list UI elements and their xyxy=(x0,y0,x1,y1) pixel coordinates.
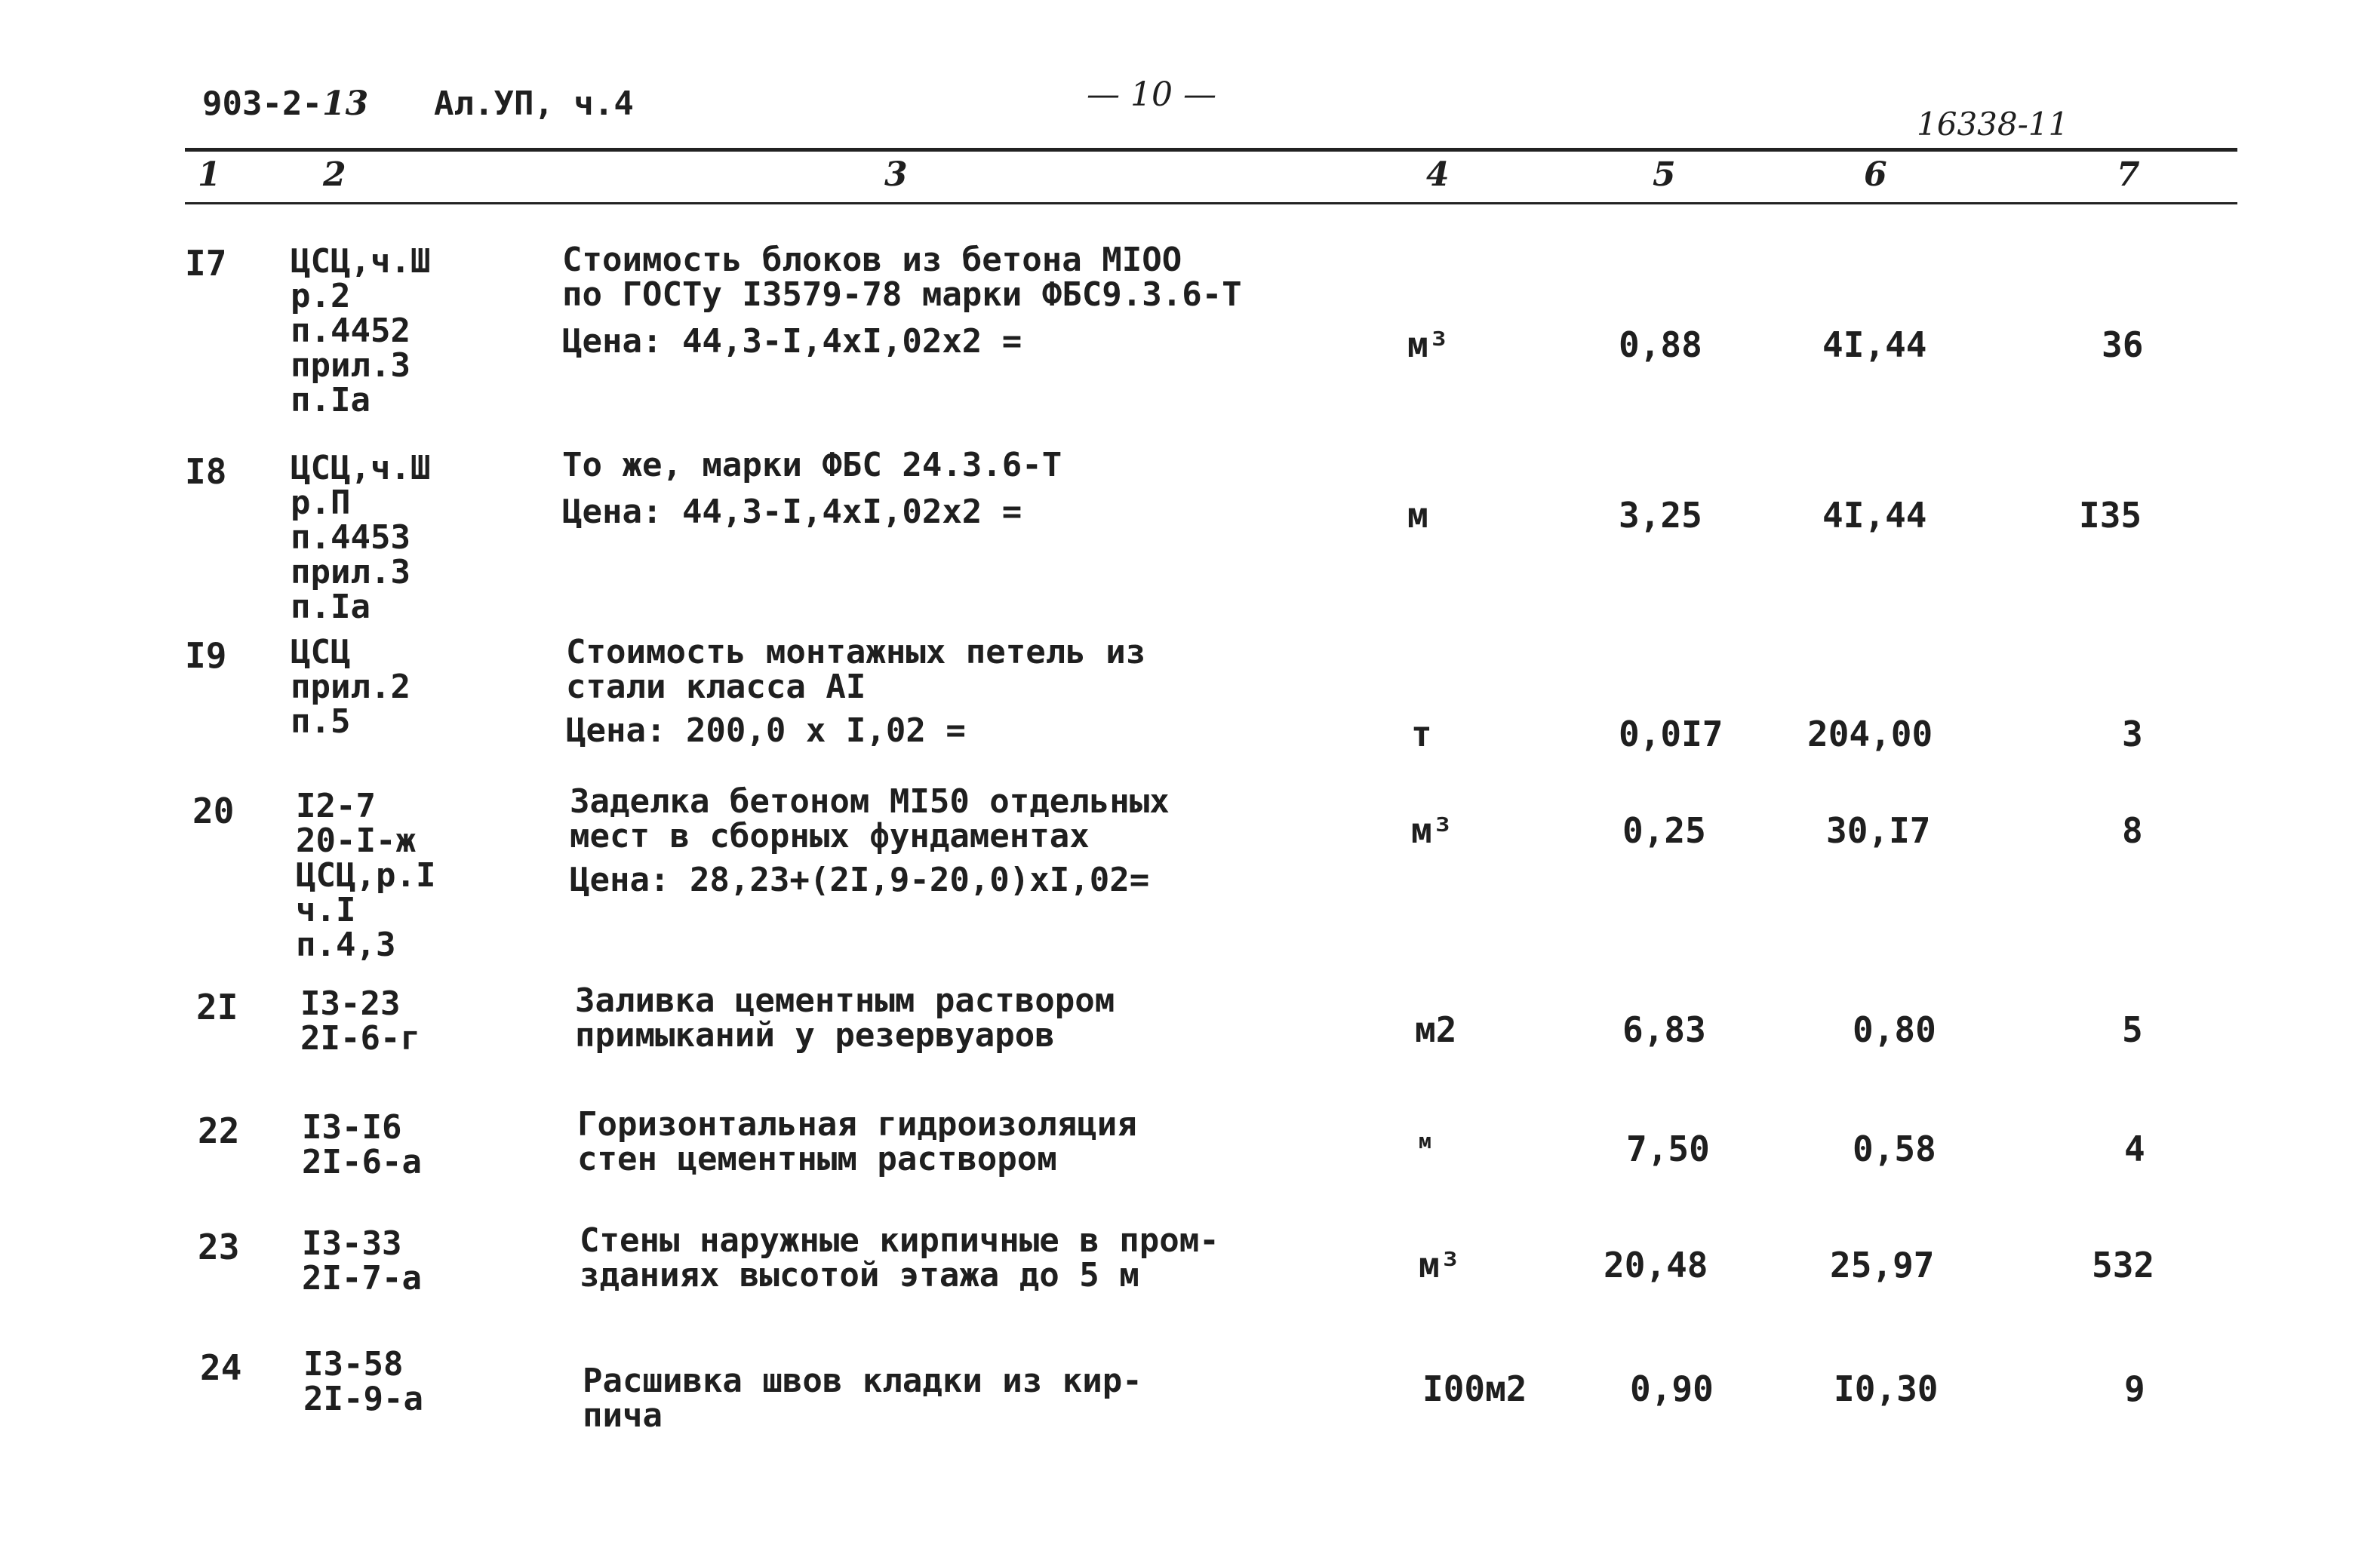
reference-line: р.2 xyxy=(291,277,351,315)
quantity-cell: 3,25 xyxy=(1619,495,1702,536)
reference-cell xyxy=(302,1110,422,1180)
column-number: 4 xyxy=(1426,155,1450,194)
description-cell xyxy=(566,635,1145,705)
unit-cost-cell: 204,00 xyxy=(1807,714,1933,754)
total-cell: I35 xyxy=(2079,495,2142,536)
description-line: То же, марки ФБС 24.3.6-Т xyxy=(562,446,1062,484)
column-number: 3 xyxy=(884,155,908,194)
header-rule xyxy=(185,202,2237,204)
unit-cost-cell: 30,I7 xyxy=(1826,810,1931,851)
reference-line: п.5 xyxy=(291,702,351,741)
unit-cell: м2 xyxy=(1415,1009,1457,1050)
total-cell: 36 xyxy=(2102,324,2144,365)
reference-line: р.П xyxy=(291,484,351,522)
row-number: I9 xyxy=(185,635,227,676)
document-code-suffix: 13 xyxy=(321,84,369,123)
reference-cell xyxy=(291,635,411,739)
reference-cell xyxy=(291,451,430,625)
description-cell xyxy=(562,243,1242,312)
description-line: Расшивка швов кладки из кир- xyxy=(583,1362,1142,1400)
total-cell: 4 xyxy=(2124,1129,2145,1169)
description-line: Стоимость монтажных петель из xyxy=(566,633,1146,671)
row-number: 2I xyxy=(196,987,238,1027)
unit-cell: м³ xyxy=(1419,1245,1461,1285)
reference-line: п.4453 xyxy=(291,518,411,557)
reference-cell xyxy=(302,1224,422,1298)
column-number: 2 xyxy=(323,155,346,194)
total-cell: 3 xyxy=(2122,714,2143,754)
unit-cost-cell: 4I,44 xyxy=(1822,324,1927,365)
row-number: 24 xyxy=(200,1347,242,1388)
description-line: примыканий у резервуаров xyxy=(575,1016,1055,1055)
document-code-prefix: 903-2- xyxy=(202,84,322,123)
description-cell xyxy=(562,448,1062,483)
price-formula: Цена: 44,3-I,4хI,02х2 = xyxy=(562,322,1022,361)
quantity-cell: 0,0I7 xyxy=(1619,714,1724,754)
reference-line: I3-I6 xyxy=(302,1108,402,1147)
description-line: по ГОСТу I3579-78 марки ФБС9.3.6-Т xyxy=(562,275,1242,314)
top-rule xyxy=(185,148,2237,152)
unit-cell: м³ xyxy=(1411,810,1453,851)
quantity-cell: 0,88 xyxy=(1619,324,1702,365)
unit-cost-cell: 0,58 xyxy=(1853,1129,1936,1169)
reference-line: I2-7 xyxy=(296,787,376,825)
sheet-id: 16338-11 xyxy=(1917,106,2069,143)
description-line: Заливка цементным раствором xyxy=(575,981,1115,1020)
document-code xyxy=(202,84,368,123)
reference-line: п.4452 xyxy=(291,312,411,350)
description-line: Заделка бетоном МI50 отдельных xyxy=(570,782,1170,821)
unit-cost-cell: I0,30 xyxy=(1834,1368,1939,1409)
description-line: Горизонтальная гидроизоляция xyxy=(577,1105,1137,1144)
description-cell xyxy=(570,782,1170,855)
description-cell xyxy=(583,1364,1142,1433)
description-line: зданиях высотой этажа до 5 м xyxy=(580,1256,1139,1295)
description-cell xyxy=(580,1221,1219,1295)
reference-line: прил.3 xyxy=(291,553,411,591)
column-number: 7 xyxy=(2117,155,2140,194)
row-number: I7 xyxy=(185,243,227,284)
row-number: 22 xyxy=(198,1110,240,1151)
quantity-cell: 0,25 xyxy=(1622,810,1706,851)
unit-cell: м xyxy=(1407,495,1428,536)
reference-line: I3-23 xyxy=(300,984,401,1023)
reference-line: ч.I xyxy=(296,891,356,929)
unit-cost-cell: 4I,44 xyxy=(1822,495,1927,536)
row-number: I8 xyxy=(185,451,227,492)
unit-cell: м³ xyxy=(1407,324,1450,365)
reference-line: ЦСЦ xyxy=(291,633,351,671)
total-cell: 5 xyxy=(2122,1009,2143,1050)
column-number: 6 xyxy=(1864,155,1887,194)
unit-cost-cell: 25,97 xyxy=(1830,1245,1935,1285)
reference-line: 2I-9-а xyxy=(303,1380,423,1418)
reference-cell xyxy=(291,244,430,418)
reference-line: 2I-6-г xyxy=(300,1019,420,1058)
unit-cost-cell: 0,80 xyxy=(1853,1009,1936,1050)
quantity-cell: 0,90 xyxy=(1630,1368,1714,1409)
reference-line: I3-33 xyxy=(302,1224,402,1263)
album-reference: Ал.УП, ч.4 xyxy=(434,84,634,123)
reference-line: ЦСЦ,ч.Ш xyxy=(291,242,431,281)
column-number: 5 xyxy=(1653,155,1676,194)
description-line: стали класса АI xyxy=(566,668,866,706)
description-line: Стены наружные кирпичные в пром- xyxy=(580,1221,1219,1260)
unit-cell: I00м2 xyxy=(1422,1368,1527,1409)
page-number: — 10 — xyxy=(1087,75,1216,114)
row-number: 23 xyxy=(198,1227,240,1267)
reference-cell xyxy=(300,984,420,1058)
unit-cell: т xyxy=(1411,714,1432,754)
column-number: 1 xyxy=(198,155,221,194)
reference-line: п.Iа xyxy=(291,588,371,626)
reference-line: 2I-6-а xyxy=(302,1143,422,1181)
reference-line: I3-58 xyxy=(303,1345,404,1384)
description-cell xyxy=(577,1107,1137,1177)
total-cell: 532 xyxy=(2092,1245,2155,1285)
price-formula: Цена: 28,23+(2I,9-20,0)хI,02= xyxy=(570,861,1150,899)
reference-cell xyxy=(296,789,435,963)
reference-line: прил.2 xyxy=(291,668,411,706)
quantity-cell: 6,83 xyxy=(1622,1009,1706,1050)
unit-cell: м xyxy=(1419,1129,1431,1153)
description-line: пича xyxy=(583,1396,663,1435)
description-line: Стоимость блоков из бетона МIОО xyxy=(562,241,1182,279)
description-line: мест в сборных фундаментах xyxy=(570,817,1090,855)
reference-line: 2I-7-а xyxy=(302,1259,422,1298)
price-formula: Цена: 44,3-I,4хI,02х2 = xyxy=(562,493,1022,531)
reference-line: п.4,3 xyxy=(296,926,396,964)
description-line: стен цементным раствором xyxy=(577,1140,1057,1178)
reference-line: п.Iа xyxy=(291,381,371,419)
total-cell: 8 xyxy=(2122,810,2143,851)
reference-line: ЦСЦ,р.I xyxy=(296,856,436,895)
price-formula: Цена: 200,0 х I,02 = xyxy=(566,711,966,750)
reference-line: ЦСЦ,ч.Ш xyxy=(291,449,431,487)
description-cell xyxy=(575,981,1115,1055)
row-number: 20 xyxy=(192,791,235,831)
total-cell: 9 xyxy=(2124,1368,2145,1409)
reference-line: 20-I-ж xyxy=(296,822,416,860)
reference-cell xyxy=(303,1347,423,1417)
quantity-cell: 7,50 xyxy=(1626,1129,1710,1169)
reference-line: прил.3 xyxy=(291,346,411,385)
quantity-cell: 20,48 xyxy=(1604,1245,1708,1285)
